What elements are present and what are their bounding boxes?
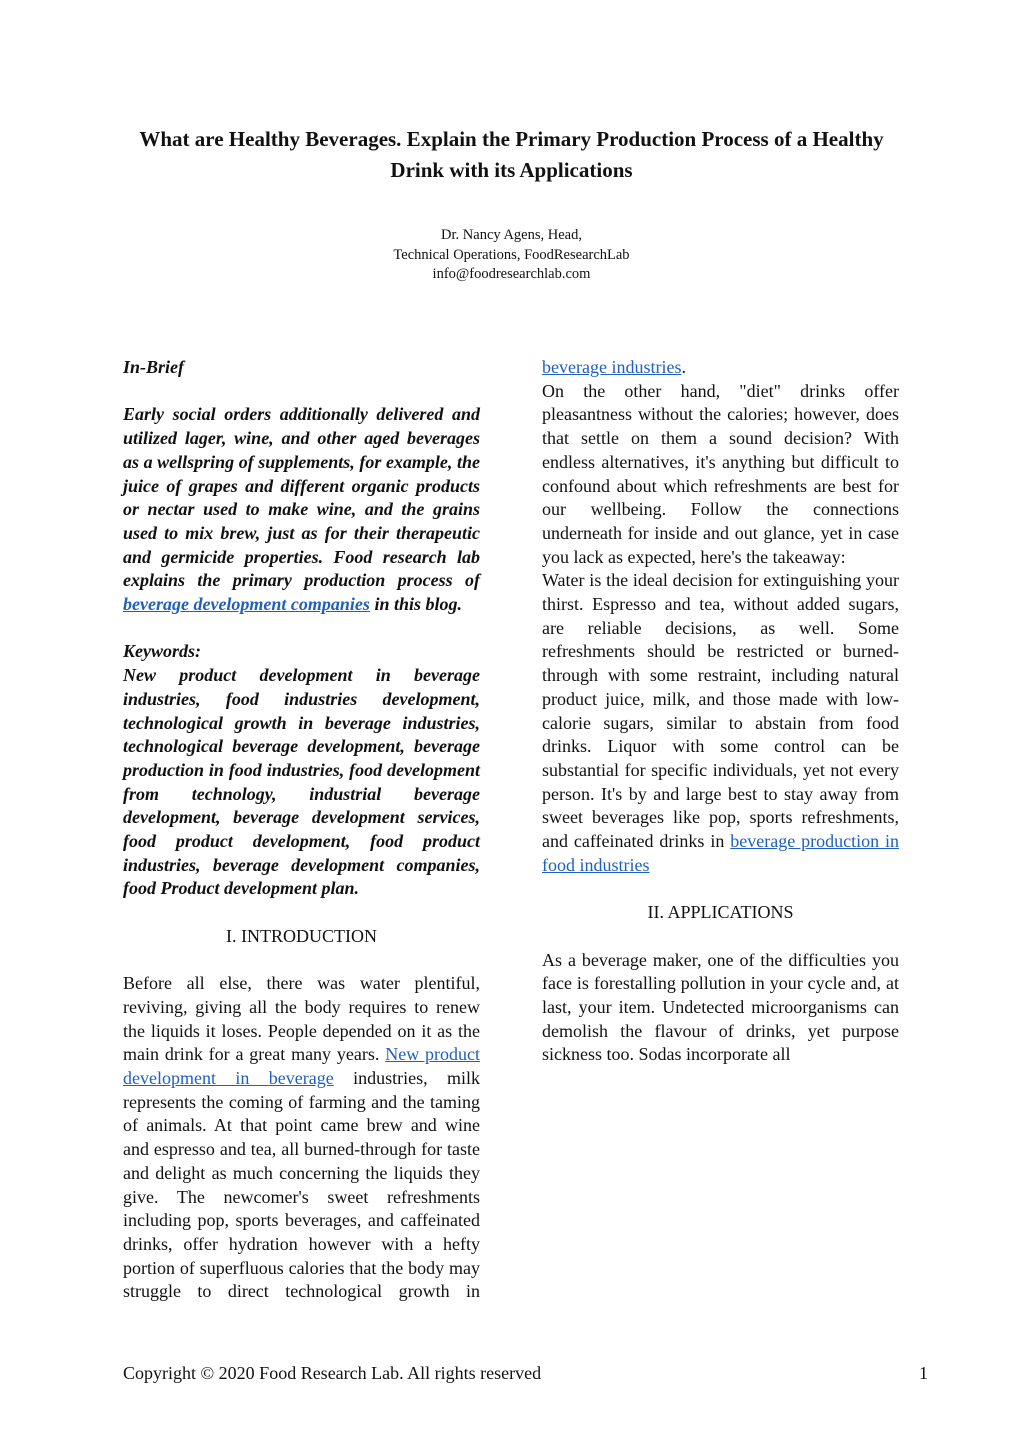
intro-text-cont: industries, milk represents the coming of farming and the taming of animals. At that point came brew and wine and espresso and tea, all burned-through for taste and delight as much concerning the liquids they give. The newcomer's sweet refreshments including pop, sports beverages, and caffeinated drinks, offer hydration however with a hefty portion of superfluous calories that the body may struggle to direct technological growth in: [123, 1068, 480, 1302]
introduction-heading: I. INTRODUCTION: [226, 925, 377, 946]
water-text: Water is the ideal decision for extinguishing your thirst. Espresso and tea, without added sugars, are reliable decisions, as well. Some refreshments should be restricted or burned-through with some restraint, including natural product juice, milk, and those made with low-calorie sugars, similar to abstain from food drinks. Liquor with some control can be substantial for specific individuals, yet not every person. It's by and large best to stay away from sweet beverages like pop, sports refreshments, and caffeinated drinks in: [542, 570, 899, 852]
copyright-text: Copyright © 2020 Food Research Lab. All rights reserved: [123, 1363, 542, 1383]
keywords-text: New product development in beverage industries, food industries development, technological growth in beverage industries, technological beverage development, beverage production in food industries, food development from technology, industrial beverage development, beverage development services, food product development, food product industries, beverage development companies, food Product development plan.: [123, 665, 480, 899]
keywords-heading: Keywords:: [123, 641, 201, 662]
page-footer: [123, 1363, 928, 1384]
brief-heading: In-Brief: [123, 357, 185, 377]
intro-text-end: .: [681, 357, 686, 377]
introduction-paragraph-continued: [542, 356, 899, 380]
water-paragraph: [542, 569, 899, 877]
page-number: 1: [919, 1363, 928, 1383]
author-affiliation: Technical Operations, FoodResearchLab: [393, 246, 630, 263]
applications-heading: II. APPLICATIONS: [647, 902, 794, 923]
beverage-production-link[interactable]: beverage production in food industries: [542, 831, 900, 875]
beverage-development-companies-link[interactable]: beverage development companies: [123, 594, 370, 615]
left-column: [123, 356, 480, 1304]
new-product-development-link[interactable]: New product development in beverage: [123, 1044, 481, 1089]
author-block: [0, 226, 1023, 285]
brief-paragraph: [123, 403, 480, 616]
intro-text: Before all else, there was water plentiful, reviving, giving all the body requires to renew the liquids it loses. People depended on it as the main drink for a great many years.: [123, 973, 480, 1065]
introduction-paragraph: [123, 972, 480, 1304]
author-email[interactable]: info@foodresearchlab.com: [432, 266, 591, 282]
author-name: Dr. Nancy Agens, Head,: [441, 227, 582, 243]
paper-title: What are Healthy Beverages. Explain the Primary Production Process of a Healthy Drink with its Applications: [139, 127, 884, 182]
right-column: [542, 356, 899, 1067]
brief-text-end: in this blog.: [369, 594, 462, 615]
brief-text: Early social orders additionally delivered and utilized lager, wine, and other aged beverages as a wellspring of supplements, for example, the juice of grapes and different organic products or nectar used to make wine, and the grains used to mix brew, just as for their therapeutic and germicide properties. Food research lab explains the primary production process of: [123, 404, 480, 591]
diet-drinks-paragraph: On the other hand, "diet" drinks offer pleasantness without the calories; however, does that settle on them a sound decision? With endless alternatives, it's anything but difficult to confound about which refreshments are best for our wellbeing. Follow the connections underneath for inside and out glance, yet in case you lack as expected, here's the takeaway:: [542, 380, 899, 567]
applications-paragraph: As a beverage maker, one of the difficulties you face is forestalling pollution in your cycle and, at last, your item. Undetected microorganisms can demolish the flavour of drinks, yet purpose sickness too. Sodas incorporate all: [542, 949, 899, 1065]
beverage-industries-link[interactable]: beverage industries: [542, 357, 682, 377]
